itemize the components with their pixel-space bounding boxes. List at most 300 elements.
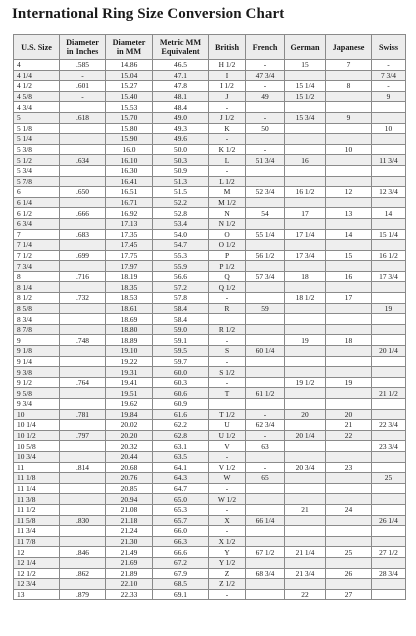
table-cell (326, 399, 372, 410)
table-cell: 19.51 (106, 388, 153, 399)
table-cell: R 1/2 (209, 324, 246, 335)
table-cell: 57.8 (153, 293, 209, 304)
table-cell: M 1/2 (209, 197, 246, 208)
column-header: Japanese (326, 35, 372, 60)
table-cell: S 1/2 (209, 367, 246, 378)
table-cell: 63.5 (153, 451, 209, 462)
table-row (14, 187, 406, 198)
table-cell: 6 3/4 (14, 218, 60, 229)
table-cell (60, 218, 106, 229)
table-cell (60, 144, 106, 155)
table-cell: 18.80 (106, 324, 153, 335)
table-cell: V 1/2 (209, 462, 246, 473)
table-cell: 19.41 (106, 377, 153, 388)
table-cell: 20 (285, 409, 326, 420)
table-cell (285, 483, 326, 494)
table-cell: 16.30 (106, 165, 153, 176)
table-cell (326, 261, 372, 272)
table-cell: 57 3/4 (246, 271, 285, 282)
table-cell: 20.20 (106, 430, 153, 441)
table-cell (372, 165, 406, 176)
table-cell (60, 134, 106, 145)
table-cell: 65.0 (153, 494, 209, 505)
column-header: British (209, 35, 246, 60)
table-row (14, 324, 406, 335)
table-cell (372, 102, 406, 113)
table-cell: 8 3/4 (14, 314, 60, 325)
table-cell: 5 (14, 112, 60, 123)
table-row (14, 579, 406, 590)
table-cell (285, 314, 326, 325)
table-row (14, 134, 406, 145)
table-cell: 50.9 (153, 165, 209, 176)
table-cell (60, 441, 106, 452)
table-cell (285, 536, 326, 547)
table-cell: 10 (326, 144, 372, 155)
table-cell (372, 112, 406, 123)
table-row (14, 112, 406, 123)
table-cell (326, 165, 372, 176)
table-row (14, 346, 406, 357)
table-cell (326, 451, 372, 462)
table-cell (326, 483, 372, 494)
table-cell (60, 388, 106, 399)
table-cell: .879 (60, 589, 106, 600)
table-cell (326, 356, 372, 367)
table-cell: 23 (326, 462, 372, 473)
table-cell (246, 483, 285, 494)
table-cell (285, 240, 326, 251)
table-cell: 16.51 (106, 187, 153, 198)
table-cell (326, 526, 372, 537)
table-cell: 14 (372, 208, 406, 219)
table-cell (326, 91, 372, 102)
table-row (14, 589, 406, 600)
table-cell: 8 1/4 (14, 282, 60, 293)
table-cell: .732 (60, 293, 106, 304)
table-cell: 10 5/8 (14, 441, 60, 452)
table-row (14, 261, 406, 272)
table-cell: 59.1 (153, 335, 209, 346)
table-cell: .585 (60, 60, 106, 71)
table-cell: 65 (246, 473, 285, 484)
table-cell (60, 494, 106, 505)
table-cell: 16 1/2 (285, 187, 326, 198)
table-cell: 15.04 (106, 70, 153, 81)
table-cell: 64.3 (153, 473, 209, 484)
table-cell (246, 367, 285, 378)
table-cell: 4 3/4 (14, 102, 60, 113)
table-cell: 60.0 (153, 367, 209, 378)
table-cell (60, 324, 106, 335)
table-cell (60, 579, 106, 590)
table-cell: L 1/2 (209, 176, 246, 187)
table-cell: 18 (285, 271, 326, 282)
table-cell: - (209, 483, 246, 494)
table-row (14, 451, 406, 462)
table-cell (60, 123, 106, 134)
table-cell: 20.32 (106, 441, 153, 452)
table-cell: 5 1/4 (14, 134, 60, 145)
table-cell: L (209, 155, 246, 166)
table-cell (285, 367, 326, 378)
table-cell (372, 324, 406, 335)
table-cell: 7 1/2 (14, 250, 60, 261)
table-cell: 16 (285, 155, 326, 166)
table-cell: 21.18 (106, 515, 153, 526)
table-row (14, 282, 406, 293)
table-cell: 59.5 (153, 346, 209, 357)
table-cell: 28 3/4 (372, 568, 406, 579)
table-cell (60, 473, 106, 484)
table-cell: 21 1/2 (372, 388, 406, 399)
table-cell (326, 346, 372, 357)
table-cell (285, 123, 326, 134)
table-cell: - (246, 60, 285, 71)
table-cell (326, 367, 372, 378)
table-cell: 51 3/4 (246, 155, 285, 166)
table-cell: 22 (285, 589, 326, 600)
table-cell: 16.71 (106, 197, 153, 208)
table-cell: P 1/2 (209, 261, 246, 272)
table-cell: 66.3 (153, 536, 209, 547)
table-cell: 59.7 (153, 356, 209, 367)
table-cell: 16 (326, 271, 372, 282)
table-cell: 51.3 (153, 176, 209, 187)
table-cell (372, 144, 406, 155)
table-cell: 8 5/8 (14, 303, 60, 314)
table-row (14, 70, 406, 81)
table-row (14, 441, 406, 452)
table-cell: .748 (60, 335, 106, 346)
table-cell (326, 579, 372, 590)
table-cell (285, 218, 326, 229)
table-cell: 48.1 (153, 91, 209, 102)
table-cell: 11 5/8 (14, 515, 60, 526)
table-cell: 14.86 (106, 60, 153, 71)
column-header: Diameter in Inches (60, 35, 106, 60)
table-cell: 21.08 (106, 504, 153, 515)
table-cell (246, 261, 285, 272)
table-cell (246, 324, 285, 335)
header-row (14, 35, 406, 60)
table-cell: - (246, 112, 285, 123)
table-cell (285, 356, 326, 367)
table-cell: 19.84 (106, 409, 153, 420)
table-cell (372, 451, 406, 462)
table-cell: - (209, 451, 246, 462)
table-cell: 19.62 (106, 399, 153, 410)
table-row (14, 176, 406, 187)
table-cell: 47 3/4 (246, 70, 285, 81)
table-cell: 56.6 (153, 271, 209, 282)
table-cell: 18.89 (106, 335, 153, 346)
table-cell: 59 (246, 303, 285, 314)
table-row (14, 271, 406, 282)
table-row (14, 155, 406, 166)
table-cell: 18 (326, 335, 372, 346)
table-cell (246, 494, 285, 505)
table-cell: 11 7/8 (14, 536, 60, 547)
table-cell: Z 1/2 (209, 579, 246, 590)
table-cell: N 1/2 (209, 218, 246, 229)
table-cell (326, 557, 372, 568)
table-cell: 46.5 (153, 60, 209, 71)
table-cell: 12 (326, 187, 372, 198)
table-cell: 67.2 (153, 557, 209, 568)
table-cell (60, 356, 106, 367)
table-cell: 5 1/8 (14, 123, 60, 134)
table-cell (60, 504, 106, 515)
table-cell: Q (209, 271, 246, 282)
table-cell: 9 1/4 (14, 356, 60, 367)
table-cell: 19 (285, 335, 326, 346)
table-cell (285, 197, 326, 208)
ring-size-table (13, 34, 406, 600)
table-cell: 17.13 (106, 218, 153, 229)
table-cell: 17.75 (106, 250, 153, 261)
table-cell: 13 (326, 208, 372, 219)
table-cell (372, 579, 406, 590)
table-cell: 18.19 (106, 271, 153, 282)
table-cell (326, 155, 372, 166)
table-cell: 11 1/2 (14, 504, 60, 515)
table-cell: 15.27 (106, 81, 153, 92)
column-header: U.S. Size (14, 35, 60, 60)
table-cell (372, 399, 406, 410)
table-cell (372, 462, 406, 473)
table-cell (285, 102, 326, 113)
table-cell: 69.1 (153, 589, 209, 600)
table-cell: 18.53 (106, 293, 153, 304)
table-cell: 64.1 (153, 462, 209, 473)
table-cell: 19 1/2 (285, 377, 326, 388)
table-cell: 12 1/2 (14, 568, 60, 579)
table-cell (60, 557, 106, 568)
table-cell: 4 5/8 (14, 91, 60, 102)
table-row (14, 388, 406, 399)
table-cell: 12 (14, 547, 60, 558)
table-cell: 62 3/4 (246, 420, 285, 431)
table-cell: .601 (60, 81, 106, 92)
table-cell (285, 399, 326, 410)
table-cell: 15 (285, 60, 326, 71)
table-cell: 12 3/4 (372, 187, 406, 198)
column-header: Diameter in MM (106, 35, 153, 60)
table-row (14, 218, 406, 229)
table-cell: 49 (246, 91, 285, 102)
table-cell: .846 (60, 547, 106, 558)
table-cell (60, 367, 106, 378)
table-row (14, 165, 406, 176)
table-cell: 22.33 (106, 589, 153, 600)
table-cell: 11 3/4 (372, 155, 406, 166)
table-cell (372, 293, 406, 304)
table-cell: M (209, 187, 246, 198)
table-row (14, 229, 406, 240)
column-header: Metric MM Equivalent (153, 35, 209, 60)
table-cell: .797 (60, 430, 106, 441)
table-row (14, 91, 406, 102)
table-cell: N (209, 208, 246, 219)
table-cell: 67.9 (153, 568, 209, 579)
table-cell (372, 430, 406, 441)
table-cell (372, 282, 406, 293)
chart-title: International Ring Size Conversion Chart (12, 6, 285, 22)
table-cell: - (246, 144, 285, 155)
table-cell (326, 536, 372, 547)
table-cell: 21 (285, 504, 326, 515)
table-cell: 49.3 (153, 123, 209, 134)
table-cell: 21.89 (106, 568, 153, 579)
table-cell: 64.7 (153, 483, 209, 494)
table-cell: 60.6 (153, 388, 209, 399)
table-cell: 67 1/2 (246, 547, 285, 558)
table-cell: - (209, 504, 246, 515)
table-cell (372, 218, 406, 229)
table-cell: 15 1/4 (372, 229, 406, 240)
table-cell (285, 451, 326, 462)
table-row (14, 356, 406, 367)
table-cell: 12 3/4 (14, 579, 60, 590)
table-cell: - (209, 335, 246, 346)
table-cell: U 1/2 (209, 430, 246, 441)
table-cell (372, 504, 406, 515)
table-cell: 10 1/2 (14, 430, 60, 441)
table-cell: - (209, 356, 246, 367)
table-cell (246, 579, 285, 590)
table-cell (372, 494, 406, 505)
table-cell: 5 1/2 (14, 155, 60, 166)
table-cell (372, 589, 406, 600)
table-cell: .830 (60, 515, 106, 526)
table-cell: 22 3/4 (372, 420, 406, 431)
table-cell: 48.4 (153, 102, 209, 113)
table-cell: 58.4 (153, 303, 209, 314)
table-cell (285, 515, 326, 526)
table-cell: 7 3/4 (14, 261, 60, 272)
column-header: German (285, 35, 326, 60)
table-cell: 66 1/4 (246, 515, 285, 526)
table-cell (285, 282, 326, 293)
table-cell (326, 388, 372, 399)
table-cell: 22 (326, 430, 372, 441)
table-row (14, 536, 406, 547)
table-cell: - (246, 430, 285, 441)
table-cell: 6 (14, 187, 60, 198)
table-cell: 17 (285, 208, 326, 219)
table-cell: X (209, 515, 246, 526)
table-cell: 19.22 (106, 356, 153, 367)
table-cell (60, 197, 106, 208)
table-cell: 47.1 (153, 70, 209, 81)
table-row (14, 409, 406, 420)
table-cell: - (372, 81, 406, 92)
table-cell: 51.5 (153, 187, 209, 198)
table-cell: 15 (326, 250, 372, 261)
table-cell: 21.24 (106, 526, 153, 537)
table-cell: 68 3/4 (246, 568, 285, 579)
table-cell: 20.02 (106, 420, 153, 431)
table-cell: 7 1/4 (14, 240, 60, 251)
table-cell: - (209, 134, 246, 145)
table-cell: 60 1/4 (246, 346, 285, 357)
table-cell (60, 346, 106, 357)
table-cell: 7 3/4 (372, 70, 406, 81)
table-cell: W 1/2 (209, 494, 246, 505)
table-cell (60, 536, 106, 547)
table-cell: .814 (60, 462, 106, 473)
table-cell: .699 (60, 250, 106, 261)
table-row (14, 293, 406, 304)
table-cell: 12 1/4 (14, 557, 60, 568)
table-cell (285, 420, 326, 431)
table-row (14, 494, 406, 505)
table-cell: T (209, 388, 246, 399)
table-cell: 65.7 (153, 515, 209, 526)
table-cell: 6 1/2 (14, 208, 60, 219)
table-cell (246, 134, 285, 145)
table-cell (60, 240, 106, 251)
table-cell: 15.80 (106, 123, 153, 134)
table-cell: Y 1/2 (209, 557, 246, 568)
table-row (14, 123, 406, 134)
table-cell (326, 515, 372, 526)
table-cell (326, 176, 372, 187)
table-cell (372, 409, 406, 420)
table-cell: 49.6 (153, 134, 209, 145)
table-cell: S (209, 346, 246, 357)
table-cell (326, 240, 372, 251)
table-cell: 55.9 (153, 261, 209, 272)
table-cell (60, 176, 106, 187)
table-cell (246, 240, 285, 251)
table-cell: 16.10 (106, 155, 153, 166)
table-cell (326, 102, 372, 113)
table-cell: 62.8 (153, 430, 209, 441)
table-cell: 18.35 (106, 282, 153, 293)
table-cell (246, 526, 285, 537)
table-cell (246, 293, 285, 304)
table-cell (60, 261, 106, 272)
table-cell: U (209, 420, 246, 431)
table-cell: - (246, 409, 285, 420)
table-cell: 20 3/4 (285, 462, 326, 473)
table-cell: 19.31 (106, 367, 153, 378)
table-cell: 60.3 (153, 377, 209, 388)
table-cell (326, 324, 372, 335)
table-cell: 18.69 (106, 314, 153, 325)
table-cell (372, 536, 406, 547)
table-cell: O 1/2 (209, 240, 246, 251)
table-cell (285, 579, 326, 590)
table-cell (285, 557, 326, 568)
table-cell: 26 1/4 (372, 515, 406, 526)
table-row (14, 377, 406, 388)
table-cell: 11 1/4 (14, 483, 60, 494)
table-cell (285, 346, 326, 357)
table-cell: 21 (326, 420, 372, 431)
table-cell: K 1/2 (209, 144, 246, 155)
table-cell (326, 70, 372, 81)
table-cell (285, 134, 326, 145)
table-cell: .618 (60, 112, 106, 123)
table-cell: 68.5 (153, 579, 209, 590)
table-cell: 54.7 (153, 240, 209, 251)
table-cell: 15.53 (106, 102, 153, 113)
table-cell (372, 377, 406, 388)
table-cell: 9 (326, 112, 372, 123)
